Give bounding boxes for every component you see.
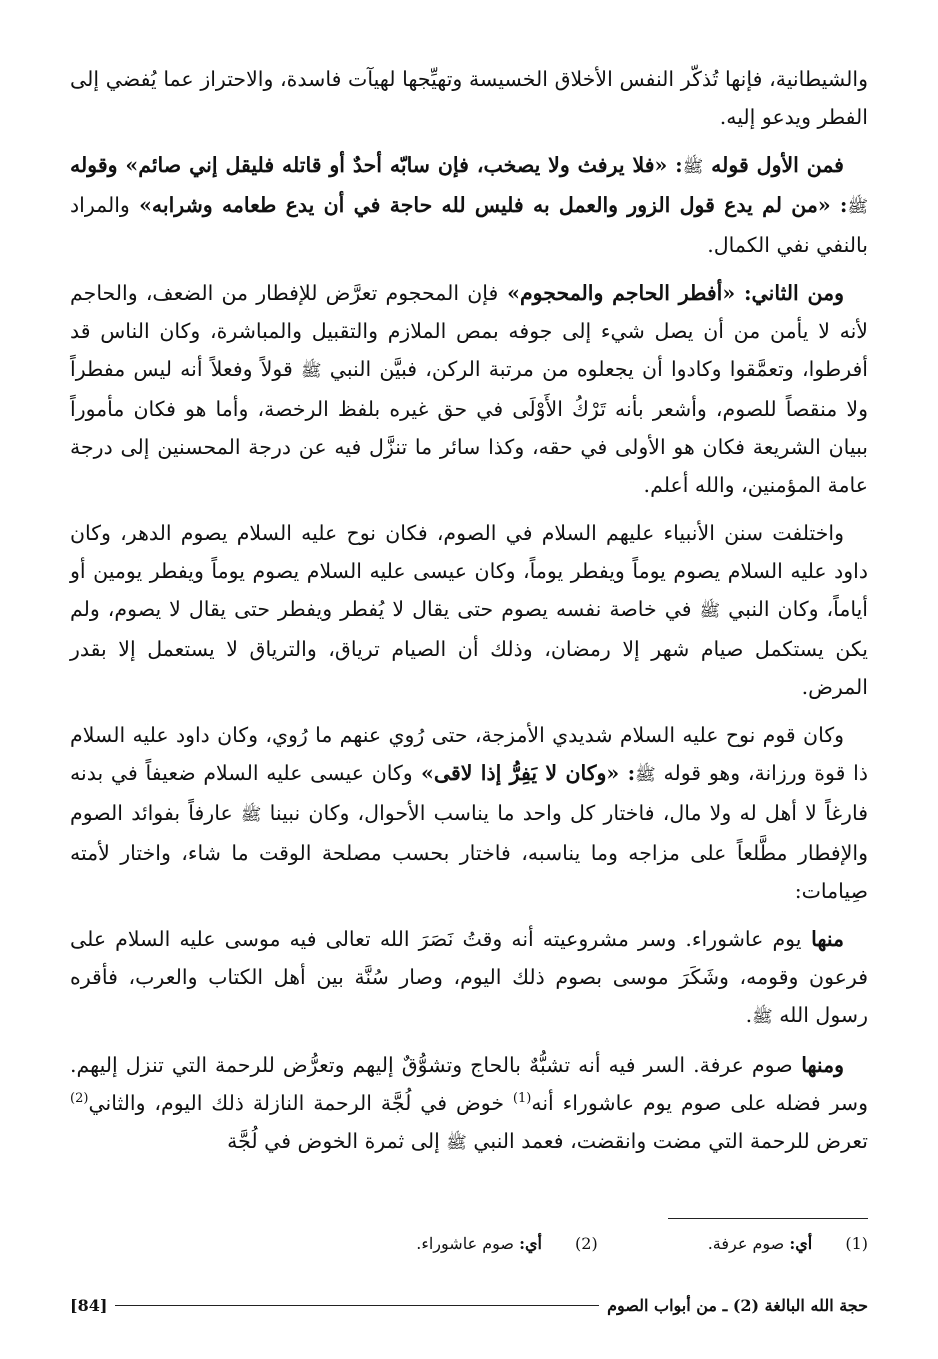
page-footer [70,1296,868,1315]
footnote-ref: (2) [70,1091,89,1107]
paragraph [70,274,868,504]
honorific-glyph: ﷺ [682,157,704,177]
paragraph [70,920,868,1036]
running-title: حجة الله البالغة (2) ـ من أبواب الصوم [607,1296,868,1315]
footnote-number: (1) [845,1234,868,1253]
page-number: [84] [70,1296,108,1315]
text-run: خوض في لُجَّة الرحمة النازلة ذلك اليوم، والثاني [88,1091,513,1115]
honorific-glyph: ﷺ [752,1007,773,1027]
paragraph [70,514,868,706]
text-run: وكان عيسى عليه السلام ضعيفاً في بدنه فارغاً لا أهل له ولا مال، فاختار كل واحد ما يناسب الأحوال، وكان نبينا [70,761,868,825]
honorific-glyph: ﷺ [847,197,868,217]
footnote-number: (2) [575,1234,598,1253]
text-run: والمراد بالنفي نفي الكمال. [70,193,868,257]
paragraph [70,716,868,910]
text-run: ومنها [792,1053,844,1077]
footnote-1 [708,1232,868,1256]
paragraph [70,60,868,136]
honorific-glyph: ﷺ [446,1133,467,1153]
footnotes [300,1232,868,1256]
paragraph [70,146,868,264]
text-run: صوم عرفة. السر فيه أنه تشبُّهٌ بالحاج وتشوُّقٌ إليهم وتعرُّض للرحمة التي تنزل إليهم. وسر فضله على صوم يوم عاشوراء أنه [70,1053,868,1115]
text-run: : «من لم يدع قول الزور والعمل به فليس لله حاجة في أن يدع طعامه وشرابه» [129,193,848,217]
paragraph [70,1046,868,1162]
text-run: فإن المحجوم تعرَّض للإفطار من الضعف، والحاجم لأنه لا يأمن من أن يصل شيء إلى جوفه بمص الملازم والتقبيل والمباشرة، وكان الناس قد أفرطوا، وتعمَّقوا وكادوا أن يجعلوه من مرتبة الركن، فبيَّن النبي [70,281,868,381]
footnote-text: صوم عرفة. [707,1234,785,1253]
footnote-divider [668,1218,868,1219]
text-run: . [745,1003,753,1027]
honorific-glyph: ﷺ [635,765,656,785]
text-run: فمن الأول قوله [703,153,844,177]
honorific-glyph: ﷺ [301,361,322,381]
footnote-2 [416,1232,597,1256]
text-run: عارفاً بفوائد الصوم والإفطار مطَّلعاً على مزاجه وما يناسبه، فاختار بحسب مصلحة الوقت ما شاء، واختار لأمته صِيامات: [70,801,868,903]
text-run: إلى ثمرة الخوض في لُجَّة [227,1129,447,1153]
text-run: وكان قوم نوح عليه السلام شديدي الأمزجة، حتى رُوي عنهم ما رُوي، وكان داود عليه السلام ذا قوة ورزانة، وهو قوله [70,723,868,785]
footnote-label: أي: [519,1234,542,1253]
text-run: يوم عاشوراء. وسر مشروعيته أنه وقتُ نَصَرَ الله تعالى فيه موسى عليه السلام على فرعون وقومه، وشَكَرَ موسى بصوم ذلك اليوم، وصار سُنَّة بين أهل الكتاب والعرب، فأقره رسول الله [70,927,868,1027]
honorific-glyph: ﷺ [699,601,721,621]
text-run: واختلفت سنن الأنبياء عليهم السلام في الصوم، فكان نوح عليه السلام يصوم الدهر، وكان داود عليه السلام يصوم يوماً ويفطر يوماً، وكان عيسى عليه السلام يصوم يوماً ويفطر يومين أو أياماً، وكان النبي [70,521,869,621]
honorific-glyph: ﷺ [240,805,262,825]
text-run: : «فلا يرفث ولا يصخب، فإن سابّه أحدٌ أو قاتله فليقل إني صائم» وقوله [70,153,683,177]
footer-rule [115,1305,599,1306]
text-run: والشيطانية، فإنها تُذكّر النفس الأخلاق الخسيسة وتهيِّجها لهيآت فاسدة، والاحتراز عما يُفضي إلى الفطر ويدعو إليه. [70,67,868,129]
text-run: قولاً وفعلاً أنه ليس مفطراً ولا منقصاً للصوم، وأشعر بأنه تَرْكُ الأَوْلَى في حق غيره بلفظ الرخصة، وأما هو فكان مأموراً ببيان الشريعة فكان هو الأولى في حقه، وكذا سائر ما تنزَّل فيه عن درجة المحسنين إلى درجة عامة المؤمنين، والله أعلم. [70,357,868,497]
text-run: منها [801,927,844,951]
text-run: : «وكان لا يَفِرُّ إذا لاقى» [412,761,636,785]
text-run: ومن الثاني: «أفطر الحاجم والمحجوم» [498,281,844,305]
footnote-label: أي: [789,1234,813,1253]
text-run: في خاصة نفسه يصوم حتى يقال لا يُفطر ويفطر حتى يقال لا يصوم، ولم يكن يستكمل صيام شهر إلا رمضان، وذلك أن الصيام ترياق، والترياق لا يستعمل إلا بقدر المرض. [70,597,868,699]
body-text [70,60,868,1172]
footnote-ref: (1) [512,1091,532,1107]
text-run: تعرض للرحمة التي مضت وانقضت، فعمد النبي [466,1129,868,1153]
footnote-text: صوم عاشوراء. [416,1234,514,1253]
